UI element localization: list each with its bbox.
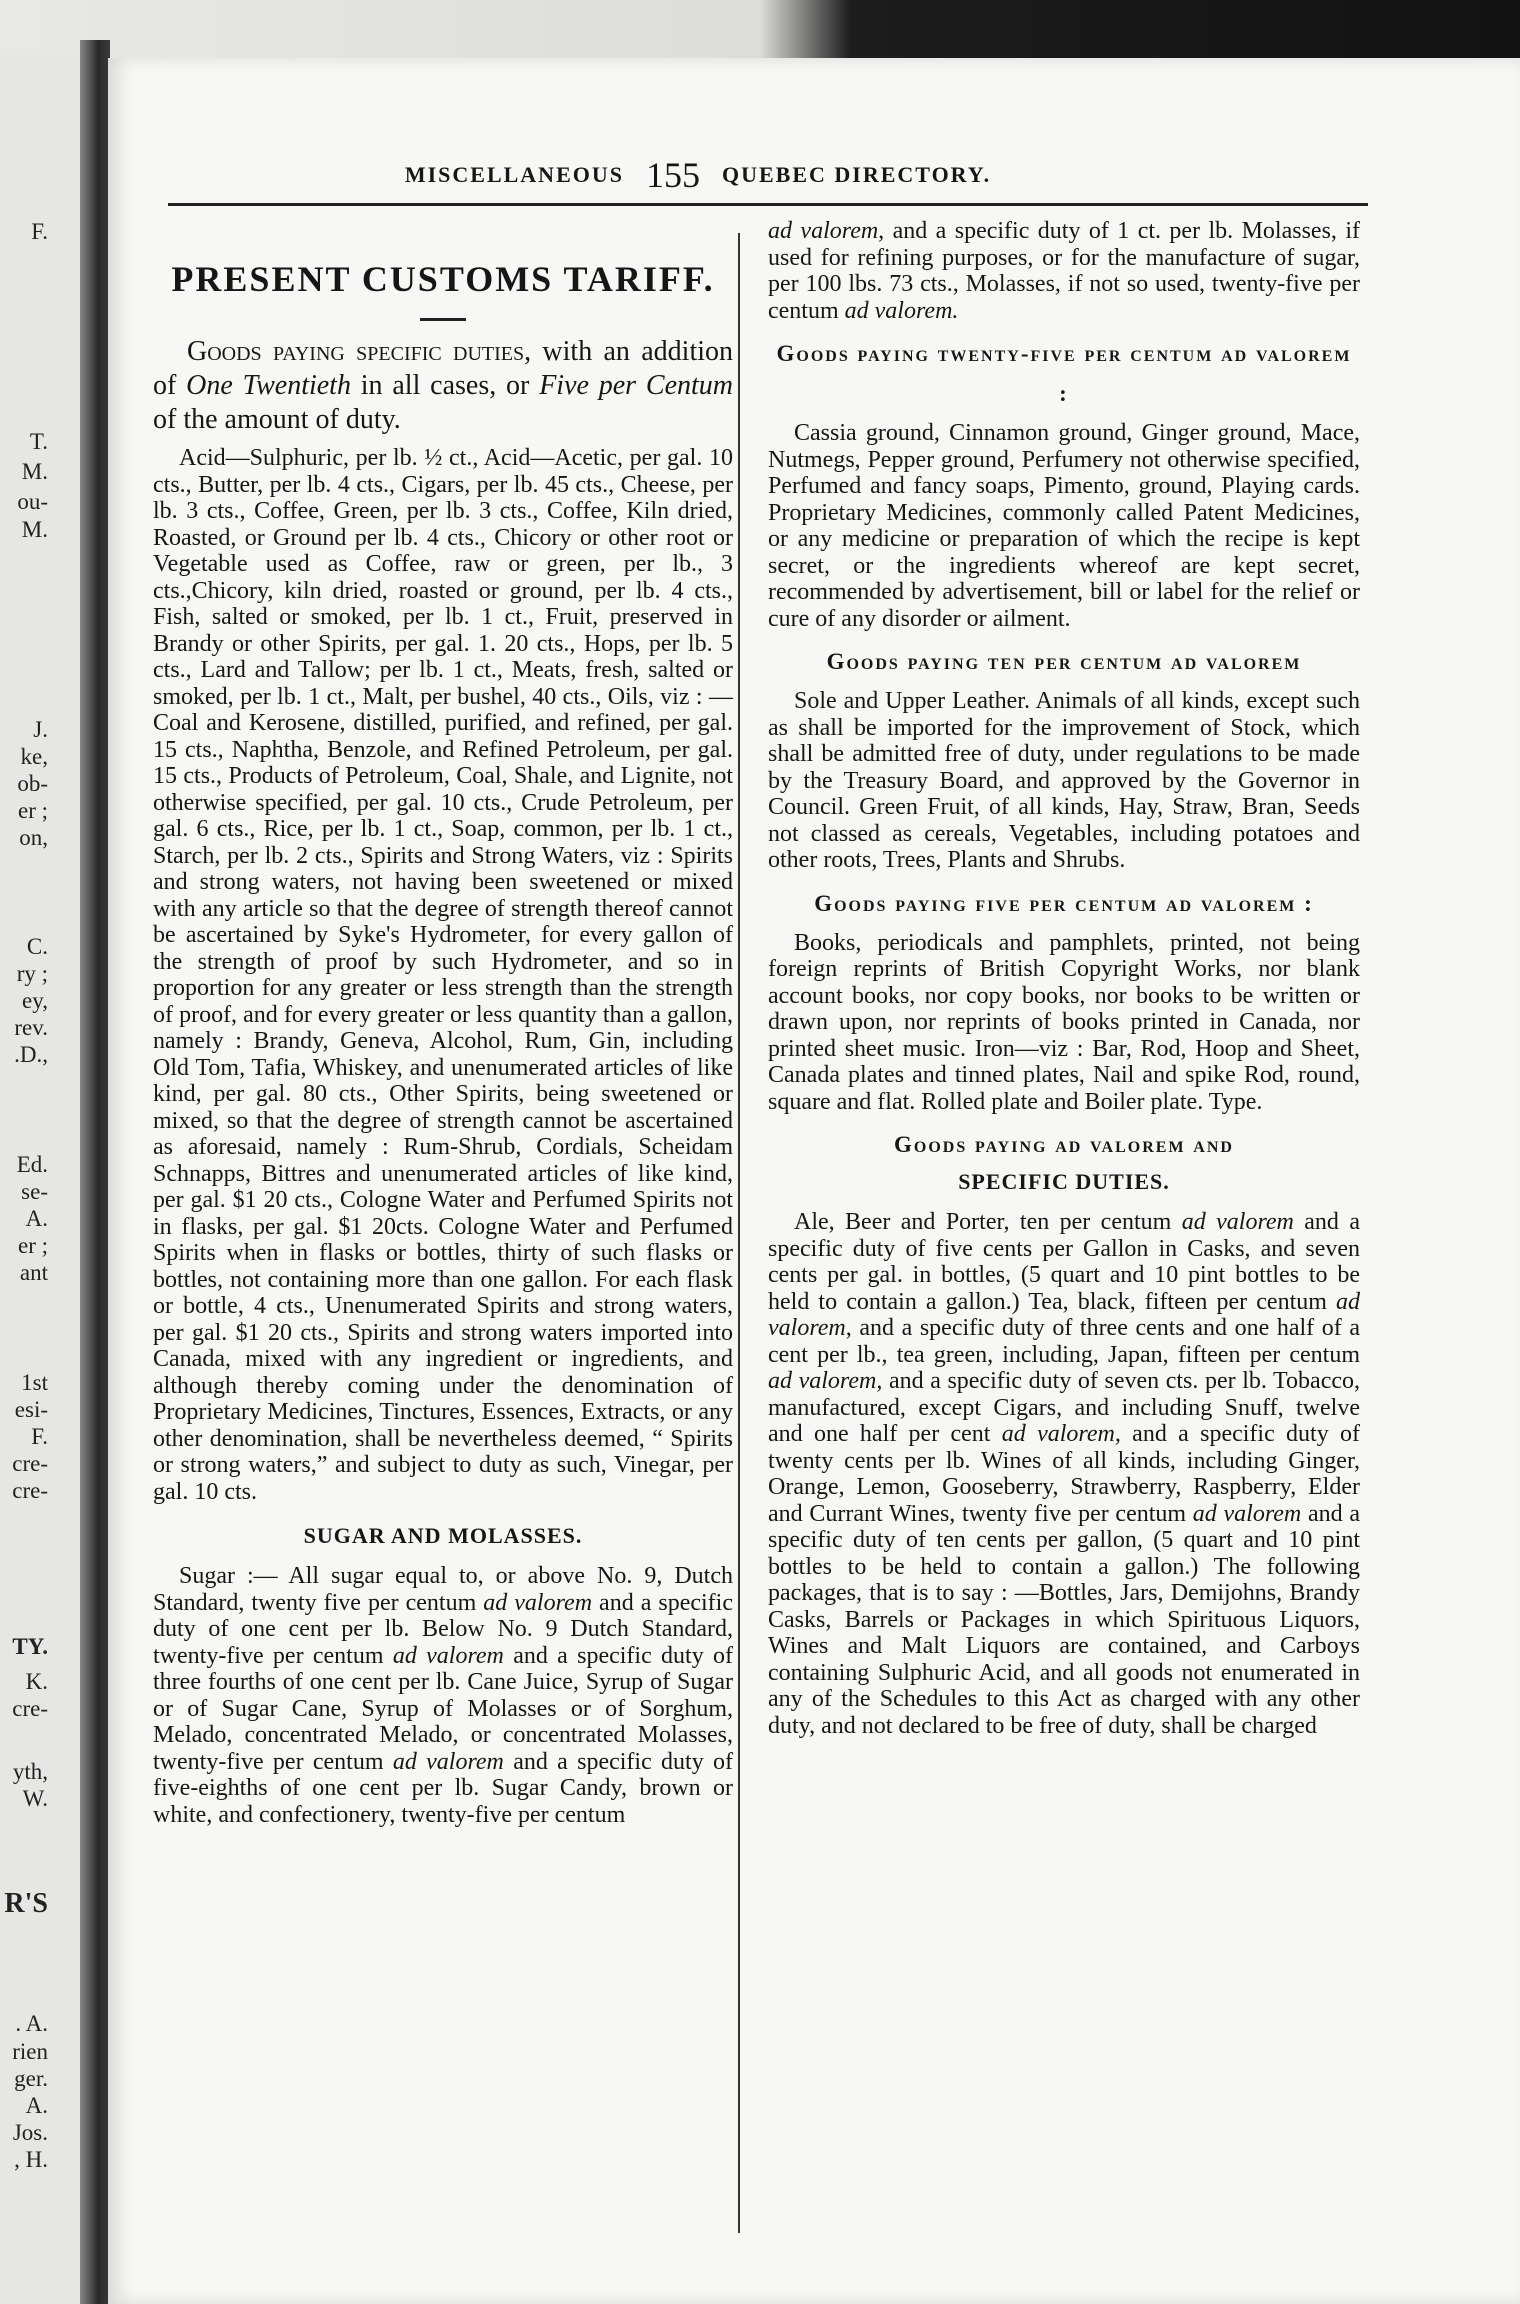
intro-text: in all cases, or [350,370,540,401]
ad-valorem-text: Ale, Beer and Porter, ten per centum [794,1209,1182,1235]
intro-paragraph [153,335,733,437]
section-subheading-specific: SPECIFIC DUTIES. [958,1169,1170,1194]
sugar-paragraph [153,1563,733,1828]
ad-valorem-emphasis: ad valorem, [1001,1421,1121,1447]
section-text-10-percent: Sole and Upper Leather. Animals of all kinds, except such as shall be imported for the improvement of Stock, which shall be admitted free of duty, under regulations to be made by the Treasury Board, and approved by the Governor in Council. Green Fruit, of all kinds, Hay, Straw, Bran, Seeds not classed as cereals, Vegetables, including potatoes and other roots, Trees, Plants and Shrubs. [768,688,1360,873]
margin-fragment: rev. [14,1015,48,1040]
margin-fragment: A. [25,2093,48,2118]
sugar-text: and a specific duty of five-eighths of one cent per lb. Sugar Candy, brown or white, and confectionery, twenty-five per centum [153,1748,733,1828]
ad-valorem-emphasis: ad valorem, [768,1288,1360,1341]
header-left: MISCELLANEOUS [404,162,624,187]
margin-fragment: rien [12,2039,48,2064]
left-column [153,218,733,1828]
section-heading-5-percent: Goods paying five per centum ad valorem : [814,890,1314,916]
ad-valorem-emphasis: ad valorem [1192,1500,1302,1527]
margin-fragment: M. [21,459,48,484]
sugar-text: and a specific duty of three fourths of one cent per lb. Cane Juice, Syrup of Sugar or of Sugar Cane, Syrup of Molasses or of Sorghum, Melado, concentrated Melado, or concentrated Molasses, twenty-five per centum [153,1642,733,1775]
margin-fragment: cre- [12,1478,48,1503]
sugar-emphasis: ad valorem [392,1748,504,1775]
previous-page-margin [0,50,92,2304]
sugar-heading: SUGAR AND MOLASSES. [303,1523,583,1548]
sugar-text: Sugar :— All sugar equal to, or above No. 9, Dutch Standard, twenty five per centum [153,1563,733,1616]
margin-fragment: se- [21,1179,48,1204]
sugar-emphasis: ad valorem [483,1589,593,1616]
margin-fragment: ant [19,1260,48,1285]
ad-valorem-text: and a specific duty of three cents and one half of a cent per lb., tea green, including, Japan, fifteen per centum [768,1315,1360,1368]
page-number: 155 [645,155,700,195]
continuation-text: and a specific duty of 1 ct. per lb. Molasses, if used for refining purposes, or for the manufacture of sugar, per 100 lbs. 73 cts., Molasses, if not so used, twenty-five per centum [768,218,1360,324]
margin-fragment: er ; [17,1233,48,1258]
margin-fragment: ou- [17,489,48,514]
margin-fragment: esi- [14,1397,48,1422]
sugar-emphasis: ad valorem [392,1642,504,1669]
margin-fragment: ke, [20,744,48,769]
intro-text: with an addition of [153,336,733,401]
ad-valorem-emphasis: ad valorem [1181,1209,1294,1235]
margin-fragment: er ; [17,798,48,823]
continuation-emphasis: ad valorem. [844,297,959,324]
margin-fragment: F. [31,1424,48,1449]
sugar-text: and a specific duty of one cent per lb. Below No. 9 Dutch Standard, twenty-five per centum [153,1589,733,1669]
margin-fragment: yth, [12,1759,48,1784]
scan-top-strip [0,0,1520,62]
continuation-emphasis: ad valorem, [768,218,885,244]
margin-fragment: . A. [15,2011,48,2036]
intro-emphasis: Five per Centum [539,370,733,401]
margin-fragment: J. [33,717,48,742]
margin-fragment: R'S [4,1888,48,1919]
section-heading-10-percent: Goods paying ten per centum ad valorem [826,649,1302,674]
ad-valorem-text: and a specific duty of twenty cents per lb. Wines of all kinds, including Ginger, Orange, Lemon, Gooseberry, Strawberry, Raspberry, Elder and Currant Wines, twenty five per centum [768,1421,1361,1527]
intro-lead: Goods paying specific duties, [187,336,532,367]
ad-valorem-text: and a specific duty of seven cts. per lb. Tobacco, manufactured, except Cigars, and including Snuff, twelve and one half per cent [768,1368,1360,1447]
section-text-ad-valorem [768,1209,1360,1739]
margin-fragment: Jos. [12,2120,48,2145]
intro-emphasis: One Twentieth [186,370,351,401]
margin-fragment: Ed. [16,1152,48,1177]
column-divider [738,233,740,2233]
margin-fragment: ob- [17,771,48,796]
margin-fragment: K. [25,1669,48,1694]
margin-fragment: F. [31,219,48,244]
margin-fragment: ger. [14,2066,48,2091]
section-text-5-percent: Books, periodicals and pamphlets, printed, not being foreign reprints of British Copyright Works, nor blank account books, nor copy books, nor books to be written or drawn upon, nor reprints of books printed in Canada, nor printed sheet music. Iron—viz : Bar, Rod, Hoop and Sheet, Canada plates and tinned plates, Nail and spike Rod, round, square and flat. Rolled plate and Boiler plate. Type. [768,929,1360,1115]
margin-fragment: T. [29,429,48,454]
margin-fragment: TY. [12,1634,48,1659]
intro-text: of the amount of duty. [153,404,401,435]
margin-fragment: cre- [12,1696,48,1721]
margin-fragment: W. [22,1786,48,1811]
right-column [768,218,1360,1739]
header-rule [168,203,1368,206]
margin-fragment: ry ; [16,961,48,986]
margin-fragment: 1st [21,1370,48,1395]
header-right: QUEBEC DIRECTORY. [721,162,992,187]
page-title: PRESENT CUSTOMS TARIFF. [171,259,715,299]
directory-page [108,58,1520,2304]
book-gutter-shadow [80,40,110,2304]
specific-duties-text: Acid—Sulphuric, per lb. ½ ct., Acid—Acetic, per gal. 10 cts., Butter, per lb. 4 cts., Cigars, per lb. 45 cts., Cheese, per lb. 3 cts., Coffee, Green, per lb. 3 cts., Coffee, Kiln dried, Roasted, or Ground per lb. 4 cts., Chicory or other root or Vegetable used as Coffee, raw or green, per lb., 3 cts.,Chicory, kiln dried, roasted or ground, per lb. 4 cts., Fish, salted or smoked, per lb. 1 ct., Fruit, preserved in Brandy or other Spirits, per gal. 1. 20 cts., Hops, per lb. 5 cts., Lard and Tallow; per lb. 1 ct., Meats, fresh, salted or smoked, per lb. 1 ct., Malt, per bushel, 40 cts., Oils, viz : —Coal and Kerosene, distilled, purified, and refined, per gal. 15 cts., Naphtha, Benzole, and Refined Petroleum, per gal. 15 cts., Products of Petroleum, Coal, Shale, and Lignite, not otherwise specified, per gal. 10 cts., Crude Petroleum, per gal. 6 cts., Rice, per lb. 1 ct., Soap, common, per lb. 1 ct., Starch, per lb. 2 cts., Spirits and Strong Waters, viz : Spirits and strong waters, not having been sweetened or mixed with any article so that the degree of strength thereof cannot be ascertained by Syke's Hydrometer, for every gallon of the strength of proof by such Hydrometer, and so in proportion for any greater or less strength than the strength of proof, and for every greater or less quantity than a gallon, namely : Brandy, Geneva, Alcohol, Rum, Gin, including Old Tom, Tafia, Whiskey, and unenumerated articles of like kind, per gal. 80 cts., Other Spirits, being sweetened or mixed, so that the degree of strength cannot be ascertained as aforesaid, namely : Rum-Shrub, Cordials, Scheidam Schnapps, Bittres and unenumerated articles of like kind, per gal. $1 20 cts., Cologne Water and Perfumed Spirits not in flasks, per gal. $1 20cts. Cologne Water and Perfumed Spirits when in flasks or bottles, thirty of such flasks or bottles, not containing more than one gallon. For each flask or bottle, 4 cts., Unenumerated Spirits and strong waters, per gal. $1 20 cts., Spirits and strong waters imported into Canada, mixed with any ingredient or ingredients, and although thereby coming under the denomination of Proprietary Medicines, Tinctures, Essences, Extracts, or any other denomination, shall be nevertheless deemed, “ Spirits or strong waters,” and subject to duty as such, Vinegar, per gal. 10 cts. [153,445,733,1505]
section-heading-ad-valorem: Goods paying ad valorem and [894,1132,1234,1157]
title-rule [420,318,466,321]
margin-fragment: .D., [14,1042,48,1067]
margin-fragment: cre- [12,1451,48,1476]
ad-valorem-text: and a specific duty of ten cents per gallon, (5 quart and 10 pint bottles to be held to contain a gallon.) The following packages, that is to say : —Bottles, Jars, Demijohns, Brandy Casks, Barrels or Packages in which Spirituous Liquors, Wines and Malt Liquors are contained, and Carboys containing Sulphuric Acid, and all goods not enumerated in any of the Schedules to this Act as charged with any other duty, and not declared to be free of duty, shall be charged [768,1500,1360,1739]
ad-valorem-text: and a specific duty of five cents per Gallon in Casks, and seven cents per gal. in bottles, (5 quart and 10 pint bottles to be held to contain a gallon.) Tea, black, fifteen per centum [768,1209,1360,1315]
continuation-paragraph [768,218,1360,324]
section-heading-25-percent: Goods paying twenty-five per centum ad valorem : [776,341,1352,406]
margin-fragment: , H. [14,2147,48,2172]
margin-fragment: M. [21,517,48,542]
margin-fragment: on, [19,825,48,850]
margin-fragment: C. [26,934,48,959]
margin-fragment: A. [25,1206,48,1231]
margin-fragment: ey, [22,988,48,1013]
ad-valorem-emphasis: ad valorem, [768,1368,883,1394]
section-text-25-percent: Cassia ground, Cinnamon ground, Ginger ground, Mace, Nutmegs, Pepper ground, Perfumery not otherwise specified, Perfumed and fancy soaps, Pimento, ground, Playing cards. Proprietary Medicines, commonly called Patent Medicines, or any medicine or preparation of which the recipe is kept secret, or the ingredients whereof are kept secret, recommended by advertisement, bill or label for the relief or cure of any disorder or ailment. [768,420,1360,632]
